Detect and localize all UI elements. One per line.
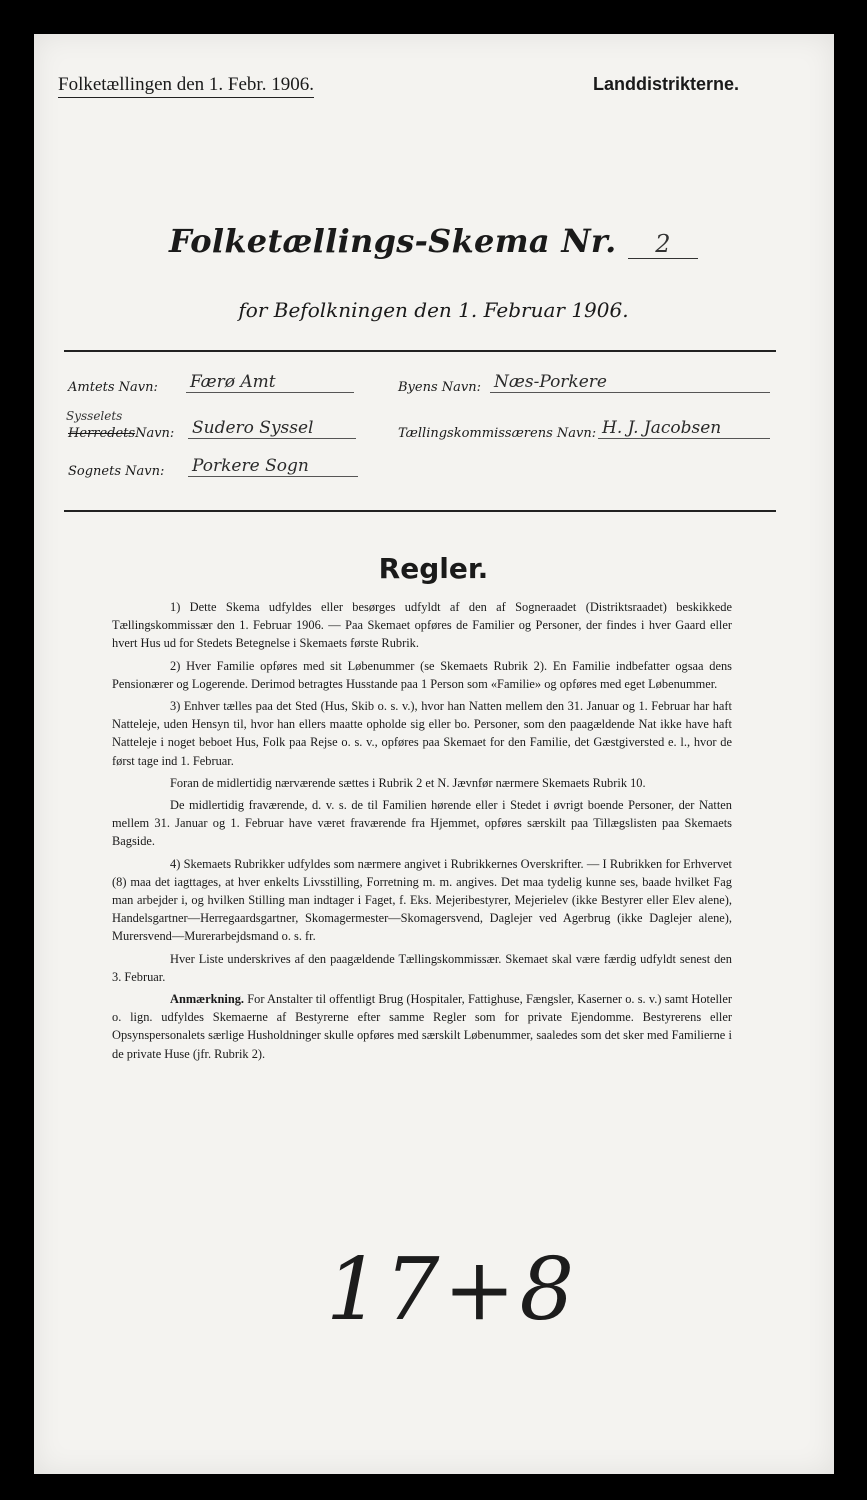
form-number: 2: [628, 230, 698, 259]
form-subtitle: for Befolkningen den 1. Februar 1906.: [238, 298, 629, 322]
amt-label: Amtets Navn:: [68, 380, 158, 395]
census-header-right: Landdistrikterne.: [593, 74, 740, 94]
rule-3-note-absent: De midlertidig fraværende, d. v. s. de til Familien hørende eller i Stedet i øvrigt boende Personer, der Natten mellem 31. Januar og 1. Februar have været fraværende fra Hjemmet, opføres særskilt paa Tillægslisten paa Skemaets Bagside.: [112, 798, 732, 849]
herred-handwritten-correction: Sysselets: [66, 409, 123, 423]
rule-1: 1) Dette Skema udfyldes eller besørges udfyldt af den af Sogneraadet (Distriktsraadet) beskikkede Tællingskommissær den 1. Februar 1906. — Paa Skemaet opføres de Familier og Personer, der findes i hver Gaard eller hvert Hus ud for Stedets Betegnelse i Skemaets første Rubrik.: [112, 600, 732, 651]
herred-label-suffix: Navn:: [135, 426, 175, 441]
kommissaer-value: H. J. Jacobsen: [598, 418, 770, 439]
amt-value: Færø Amt: [186, 372, 354, 393]
divider-top: [64, 350, 776, 352]
regler-heading: Regler.: [378, 552, 489, 585]
rules-body: [112, 598, 732, 1067]
rule-5: Hver Liste underskrives af den paagældende Tællingskommissær. Skemaet skal være færdig udfyldt senest den 3. Februar.: [112, 951, 732, 984]
form-title-text: Folketællings-Skema Nr.: [168, 222, 617, 260]
rule-2: 2) Hver Familie opføres med sit Løbenummer (se Skemaets Rubrik 2). En Familie indbefatter ogsaa dens Pensionærer og Logerende. Derimod betragtes Husstande paa 1 Person som «Familie» og opføres med eget Løbenummer.: [112, 658, 732, 691]
sogn-value: Porkere Sogn: [188, 456, 358, 477]
herred-value: Sudero Syssel: [188, 418, 356, 439]
by-label: Byens Navn:: [398, 380, 481, 395]
herred-struck-word: Herredets: [68, 426, 136, 441]
sogn-label: Sognets Navn:: [68, 464, 165, 479]
census-header-left: Folketællingen den 1. Febr. 1906.: [58, 74, 314, 98]
annotation-text: For Anstalter til offentligt Brug (Hospitaler, Fattighuse, Fængsler, Kaserner o. s. v.) samt Hoteller o. lign. udfyldes Skemaerne af Bestyrerne efter samme Regler som for private Ejendomme. Bestyrerens eller Opsynspersonalets særlige Husholdninger skulle opføres med særskilt Løbenummer, saaledes som det sker med Familierne i de private Huse (jfr. Rubrik 2).: [112, 992, 732, 1061]
rule-3: 3) Enhver tælles paa det Sted (Hus, Skib o. s. v.), hvor han Natten mellem den 31. Januar og 1. Februar har haft Natteleje, uden Hensyn til, hvor han ellers maatte opholde sig eller bo. Personer, som den paagældende Nat ikke have haft Natteleje i noget beboet Hus, Folk paa Rejse o. s. v., opføres paa Skemaet for den Familie, det Gæstgiversted e. l., hvor de først tage ind 1. Februar.: [112, 699, 732, 768]
by-value: Næs-Porkere: [490, 372, 770, 393]
herred-label: [68, 426, 174, 441]
annotation-note: [112, 990, 732, 1063]
rule-4: 4) Skemaets Rubrikker udfyldes som nærmere angivet i Rubrikkernes Overskrifter. — I Rubrikken for Erhvervet (8) maa det iagttages, at hver enkelts Livsstilling, Forretning m. m. angives. Det maa tydelig kunne ses, baade hvilket Fag man arbejder i, og hvilken Stilling man indtager i Faget, f. Eks. Mejeribestyrer, Mejerielev (ikke Bestyrer eller Elev alene), Handelsgartner—Herregaardsgartner, Skomagermester—Skomagersvend, Daglejer ved Agerbrug (ikke Daglejer alene), Murersvend—Murerarbejdsmand o. s. fr.: [112, 856, 732, 944]
form-title: [0, 222, 867, 260]
rule-3-note-present: Foran de midlertidig nærværende sættes i Rubrik 2 et N. Jævnfør nærmere Skemaets Rubrik 10.: [170, 775, 646, 790]
divider-bottom: [64, 510, 776, 512]
handwritten-total: 17+8: [326, 1240, 579, 1340]
annotation-label: Anmærkning.: [170, 992, 245, 1007]
kommissaer-label: Tællingskommissærens Navn:: [398, 426, 597, 441]
